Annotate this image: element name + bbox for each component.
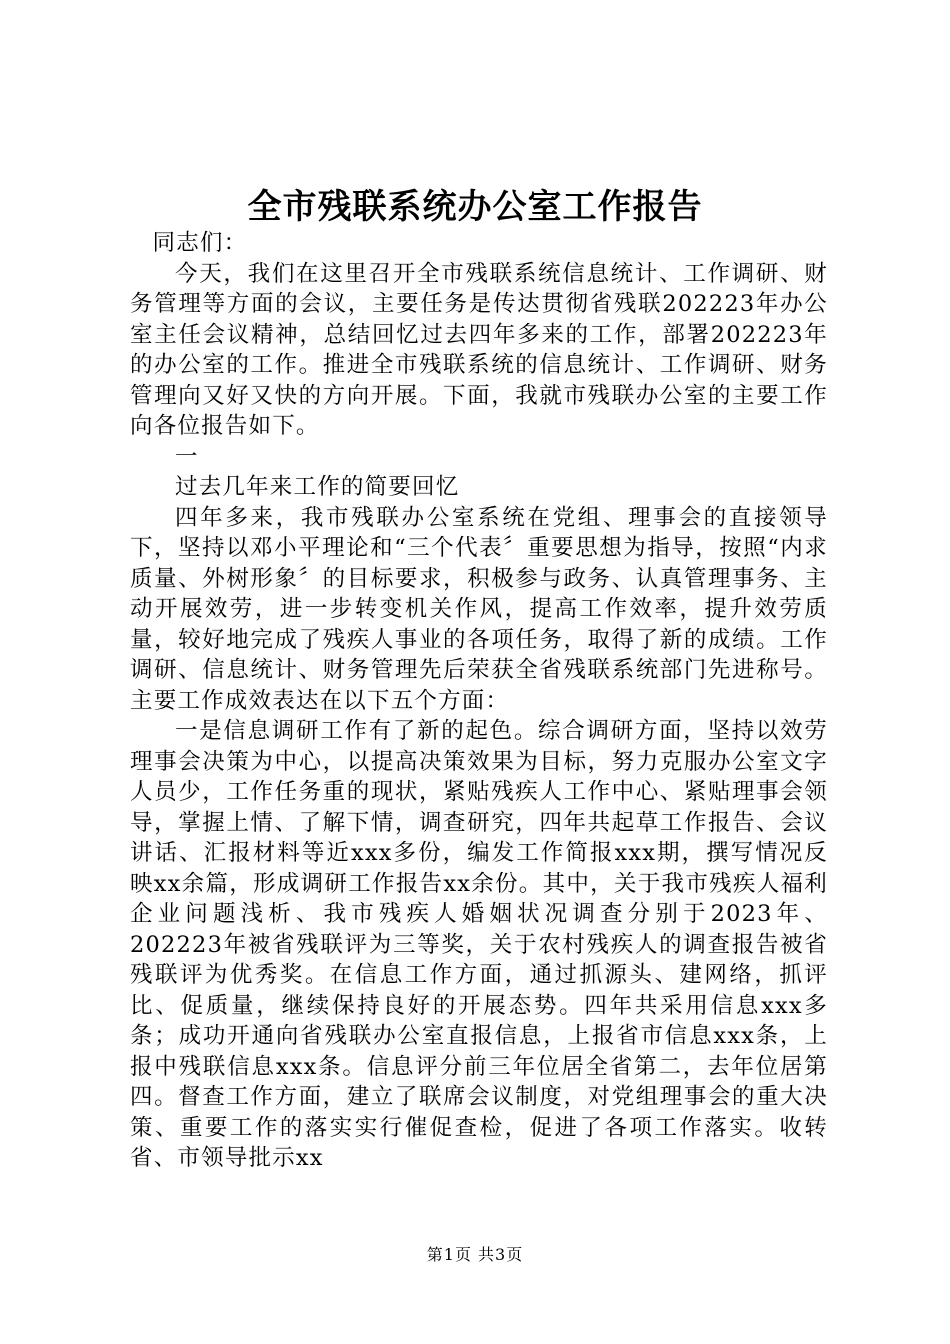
section-number: 一 (175, 443, 199, 470)
salutation: 同志们： (152, 230, 248, 256)
paragraph-overview: 四年多来，我市残联办公室系统在党组、理事会的直接领导下，坚持以邓小平理论和“三个代表〞重要思想为指导，按照“内求质量、外树形象〞的目标要求，积极参与政务、认真管理事务、主动开展效劳，进一步转变机关作风，提高工作效率，提升效劳质量，较好地完成了残疾人事业的各项任务，取得了新的成绩。工作调研、信息统计、财务管理先后荣获全省残联系统部门先进称号。主要工作成效表达在以下五个方面： (130, 504, 828, 714)
document-body (130, 228, 828, 1174)
paragraph-intro: 今天，我们在这里召开全市残联系统信息统计、工作调研、财务管理等方面的会议，主要任务是传达贯彻省残联202223年办公室主任会议精神，总结回忆过去四年多来的工作，部署202223年的办公室的工作。推进全市残联系统的信息统计、工作调研、财务管理向又好又快的方向开展。下面，我就市残联办公室的主要工作向各位报告如下。 (130, 260, 828, 439)
section-heading: 过去几年来工作的简要回忆 (175, 474, 460, 500)
document-title: 全市残联系统办公室工作报告 (247, 187, 703, 227)
page-footer: 第1页 共3页 (426, 1245, 524, 1264)
paragraph-research: 一是信息调研工作有了新的起色。综合调研方面，坚持以效劳理事会决策为中心，以提高决策效果为目标，努力克服办公室文字人员少，工作任务重的现状，紧贴残疾人工作中心、紧贴理事会领导，掌握上情、了解下情，调查研究，四年共起草工作报告、会议讲话、汇报材料等近xxx多份，编发工作简报xxx期，撰写情况反映xx余篇，形成调研工作报告xx余份。其中，关于我市残疾人福利企业问题浅析、我市残疾人婚姻状况调查分别于2023年、202223年被省残联评为三等奖，关于农村残疾人的调查报告被省残联评为优秀奖。在信息工作方面，通过抓源头、建网络，抓评比、促质量，继续保持良好的开展态势。四年共采用信息xxx多条；成功开通向省残联办公室直报信息，上报省市信息xxx条，上报中残联信息xxx条。信息评分前三年位居全省第二，去年位居第四。督查工作方面，建立了联席会议制度，对党组理事会的重大决策、重要工作的落实实行催促查检，促进了各项工作落实。收转省、市领导批示xx (130, 718, 828, 1171)
